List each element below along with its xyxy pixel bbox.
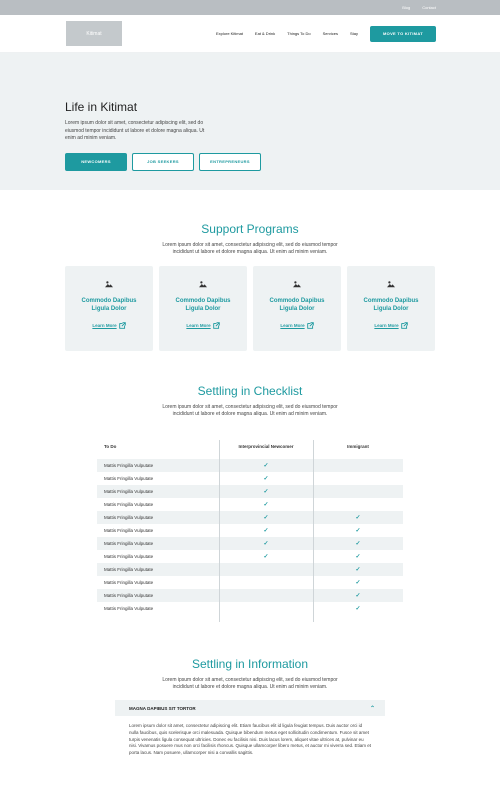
card-title: Commodo Dapibus Ligula Dolor xyxy=(175,298,231,312)
learn-more-label: Learn More xyxy=(280,323,305,328)
header-interprovincial: Interprovincial Newcomer xyxy=(238,443,294,449)
newcomers-label: NEWCOMERS xyxy=(81,159,111,164)
external-link-icon xyxy=(307,322,314,329)
table-row xyxy=(97,524,403,537)
table-header xyxy=(97,440,403,452)
row-label: Mattis Fringilla Vulputate xyxy=(104,606,154,611)
hero-section xyxy=(0,53,500,190)
checkmark-icon: ✓ xyxy=(263,489,269,495)
external-link-icon xyxy=(401,322,408,329)
row-label: Mattis Fringilla Vulputate xyxy=(104,580,154,585)
learn-more-link[interactable] xyxy=(374,322,407,329)
accordion xyxy=(115,700,385,757)
job-seekers-button[interactable] xyxy=(132,153,194,171)
column-divider xyxy=(219,440,220,622)
column-divider xyxy=(313,440,314,622)
contact-link[interactable]: Contact xyxy=(422,5,436,10)
table-row xyxy=(97,498,403,511)
accordion-title: MAGNA DAPIBUS SIT TORTOR xyxy=(129,705,196,711)
program-card[interactable] xyxy=(159,266,247,351)
nav-item-stay[interactable]: Stay xyxy=(349,31,358,36)
checkmark-icon: ✓ xyxy=(355,580,361,586)
move-to-kitimat-button[interactable] xyxy=(370,26,436,42)
table-body xyxy=(97,459,403,615)
card-title: Commodo Dapibus Ligula Dolor xyxy=(363,298,419,312)
checklist-desc: Lorem ipsum dolor sit amet, consectetur adipiscing elit, sed do eiusmod tempor incididunt ut labore et dolore magna aliqua. Ut enim ad minim veniam. xyxy=(162,404,338,417)
row-label: Mattis Fringilla Vulputate xyxy=(104,567,154,572)
support-desc: Lorem ipsum dolor sit amet, consectetur adipiscing elit, sed do eiusmod tempor incididunt ut labore et dolore magna aliqua. Ut enim ad minim veniam. xyxy=(162,242,338,255)
checkmark-icon: ✓ xyxy=(355,528,361,534)
nav-item-eat-drink[interactable]: Eat & Drink xyxy=(254,31,276,36)
header-to-do: To Do xyxy=(104,443,117,449)
checkmark-icon: ✓ xyxy=(355,541,361,547)
hero-title: Life in Kitimat xyxy=(65,100,138,114)
utility-bar xyxy=(0,0,500,15)
checkmark-icon: ✓ xyxy=(263,528,269,534)
table-row xyxy=(97,485,403,498)
row-label: Mattis Fringilla Vulputate xyxy=(104,554,154,559)
checkmark-icon: ✓ xyxy=(263,541,269,547)
nav-item-things-to-do[interactable]: Things To Do xyxy=(287,31,311,36)
table-row xyxy=(97,459,403,472)
checkmark-icon: ✓ xyxy=(355,515,361,521)
logo-text: Kitimat xyxy=(86,30,102,37)
info-title: Settling in Information xyxy=(191,657,309,671)
program-cards xyxy=(0,266,500,351)
checkmark-icon: ✓ xyxy=(263,502,269,508)
row-label: Mattis Fringilla Vulputate xyxy=(104,515,154,520)
checkmark-icon: ✓ xyxy=(355,567,361,573)
checkmark-icon: ✓ xyxy=(263,554,269,560)
program-card[interactable] xyxy=(347,266,435,351)
row-label: Mattis Fringilla Vulputate xyxy=(104,463,154,468)
checklist-section xyxy=(0,351,500,615)
table-row xyxy=(97,602,403,615)
main-nav xyxy=(216,31,358,36)
checkmark-icon: ✓ xyxy=(263,463,269,469)
accordion-header[interactable] xyxy=(115,700,385,716)
card-title: Commodo Dapibus Ligula Dolor xyxy=(269,298,325,312)
entrepreneurs-button[interactable] xyxy=(199,153,261,171)
checkmark-icon: ✓ xyxy=(263,476,269,482)
table-row xyxy=(97,511,403,524)
row-label: Mattis Fringilla Vulputate xyxy=(104,593,154,598)
blog-link[interactable]: Blog xyxy=(402,5,411,10)
support-title: Support Programs xyxy=(201,222,299,236)
support-programs-section xyxy=(0,190,500,351)
accordion-body xyxy=(115,716,385,757)
image-icon xyxy=(105,280,113,288)
row-label: Mattis Fringilla Vulputate xyxy=(104,528,154,533)
learn-more-label: Learn More xyxy=(186,323,211,328)
table-row xyxy=(97,537,403,550)
settling-info-section xyxy=(0,615,500,757)
card-title: Commodo Dapibus Ligula Dolor xyxy=(81,298,137,312)
learn-more-link[interactable] xyxy=(92,322,125,329)
table-row xyxy=(97,576,403,589)
checkmark-icon: ✓ xyxy=(355,606,361,612)
table-row xyxy=(97,472,403,485)
table-row xyxy=(97,589,403,602)
image-icon xyxy=(387,280,395,288)
info-desc: Lorem ipsum dolor sit amet, consectetur adipiscing elit, sed do eiusmod tempor incididunt ut labore et dolore magna aliqua. Ut enim ad minim veniam. xyxy=(162,677,338,690)
learn-more-label: Learn More xyxy=(374,323,399,328)
accordion-text: Lorem ipsum dolor sit amet, consectetur adipiscing elit. Etiam faucibus elit id ligula feugiat tempus. Duis auctor orci id nulla faucibus, quis scelerisque orci malesuada. Quisque bibendum metus eget sollicitudin condimentum. Fusce sit amet turpis venenatis ligula consequat ultricies. Donec eu facilisis nisi. Duis lacus lorem, aliquet vitae ultrices at, pulvinar eu nisi. Vivamus posuere mus non orci facilisis rhoncus. Quisque ullamcorper libero metus, et auctor mi viverra sed. Etiam et porta lacus. Nam posuere, ullamcorper nisi a convallis sagittis. xyxy=(129,723,372,756)
newcomers-button[interactable] xyxy=(65,153,127,171)
row-label: Mattis Fringilla Vulputate xyxy=(104,489,154,494)
checkmark-icon: ✓ xyxy=(263,515,269,521)
site-header xyxy=(0,15,500,53)
row-label: Mattis Fringilla Vulputate xyxy=(104,502,154,507)
program-card[interactable] xyxy=(253,266,341,351)
checklist-table xyxy=(97,440,403,615)
logo[interactable] xyxy=(66,21,122,46)
checklist-title: Settling in Checklist xyxy=(197,384,303,398)
row-label: Mattis Fringilla Vulputate xyxy=(104,476,154,481)
image-icon xyxy=(293,280,301,288)
nav-item-services[interactable]: Services xyxy=(322,31,338,36)
table-row xyxy=(97,563,403,576)
header-immigrant: Immigrant xyxy=(347,443,369,449)
hero-text: Lorem ipsum dolor sit amet, consectetur adipiscing elit, sed do eiusmod tempor incididunt ut labore et dolore magna aliqua. Ut enim ad minim veniam. xyxy=(65,120,205,141)
hero-buttons xyxy=(65,153,500,171)
entrepreneurs-label: ENTREPRENEURS xyxy=(210,159,250,164)
chevron-up-icon: ⌃ xyxy=(369,705,375,712)
table-row xyxy=(97,550,403,563)
external-link-icon xyxy=(213,322,220,329)
external-link-icon xyxy=(119,322,126,329)
learn-more-link[interactable] xyxy=(186,322,219,329)
cta-label: MOVE TO KITIMAT xyxy=(383,31,423,36)
checkmark-icon: ✓ xyxy=(355,593,361,599)
nav-item-explore[interactable]: Explore Kitimat xyxy=(216,31,243,36)
learn-more-link[interactable] xyxy=(280,322,313,329)
checkmark-icon: ✓ xyxy=(355,554,361,560)
job-seekers-label: JOB SEEKERS xyxy=(147,159,179,164)
row-label: Mattis Fringilla Vulputate xyxy=(104,541,154,546)
program-card[interactable] xyxy=(65,266,153,351)
learn-more-label: Learn More xyxy=(92,323,117,328)
image-icon xyxy=(199,280,207,288)
